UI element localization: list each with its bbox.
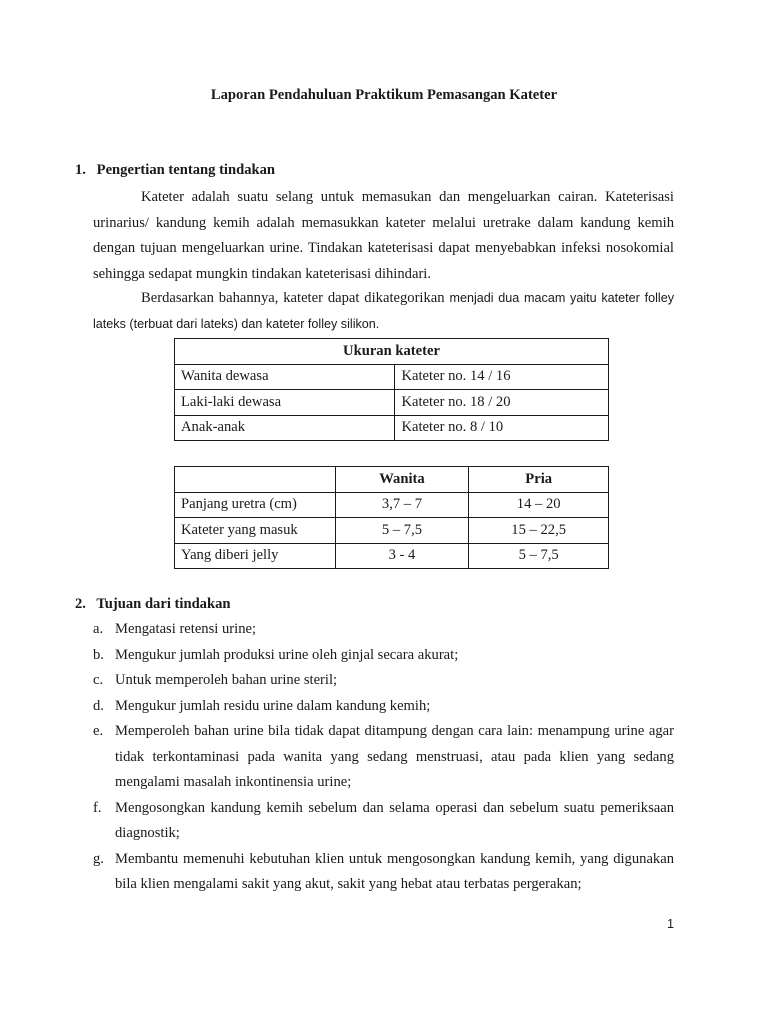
paragraph-2-text-sans: menjadi dua macam yaitu kateter folley lateks (terbuat dari lateks) dan kateter folley silikon.	[93, 291, 674, 331]
table-cell: Yang diberi jelly	[175, 543, 336, 569]
section-1-paragraph-1	[93, 185, 674, 287]
table-header: Pria	[469, 467, 609, 493]
table-cell: 3 - 4	[335, 543, 469, 569]
table-row	[175, 543, 609, 569]
page-number: 1	[667, 917, 675, 931]
section-2-number: 2.	[75, 596, 86, 612]
section-1-number: 1.	[75, 162, 86, 178]
table-cell: Kateter no. 14 / 16	[395, 364, 609, 390]
catheter-size-table	[174, 338, 609, 441]
table-cell: Anak-anak	[175, 415, 395, 441]
list-item-letter: f.	[93, 799, 102, 816]
list-item-letter: d.	[93, 697, 104, 714]
urethra-length-table	[174, 466, 609, 569]
list-item	[93, 796, 674, 847]
list-item-text: Membantu memenuhi kebutuhan klien untuk mengosongkan kandung kemih, yang digunakan bila klien mengalami sakit yang akut, sakit yang hebat atau terbatas pergerakan;	[115, 850, 674, 892]
list-item-text: Mengukur jumlah residu urine dalam kandung kemih;	[115, 697, 431, 714]
table-row	[175, 518, 609, 544]
table-header	[175, 467, 336, 493]
paragraph-2-text-serif: Berdasarkan bahannya, kateter dapat dikategorikan	[141, 290, 445, 306]
table-cell: Kateter no. 8 / 10	[395, 415, 609, 441]
list-item	[93, 617, 674, 643]
section-2-title: Tujuan dari tindakan	[96, 596, 231, 612]
table-header-row	[175, 339, 609, 365]
table-cell: 3,7 – 7	[335, 492, 469, 518]
section-1-title: Pengertian tentang tindakan	[96, 162, 276, 178]
list-item	[93, 719, 674, 796]
list-item-text: Untuk memperoleh bahan urine steril;	[115, 672, 338, 688]
table-cell: Panjang uretra (cm)	[175, 492, 336, 518]
objectives-list	[93, 617, 674, 898]
table-cell: 5 – 7,5	[335, 518, 469, 544]
table-cell: Wanita dewasa	[175, 364, 395, 390]
list-item	[93, 668, 674, 694]
list-item-letter: g.	[93, 850, 104, 867]
list-item-letter: e.	[93, 723, 104, 739]
section-2-heading	[75, 596, 231, 613]
section-1-paragraph-2	[93, 286, 674, 337]
list-item-text: Mengukur jumlah produksi urine oleh ginjal secara akurat;	[115, 646, 459, 663]
paragraph-1-text: Kateter adalah suatu selang untuk memasukan dan mengeluarkan cairan. Kateterisasi urinarius/ kandung kemih adalah memasukkan kateter melalui uretrake dalam kandung kemih dengan tujuan mengeluarkan urine. Tindakan kateterisasi dapat menyebabkan infeksi nosokomial sehingga sedapat mungkin tindakan kateterisasi dihindari.	[93, 189, 674, 282]
list-item-text: Memperoleh bahan urine bila tidak dapat ditampung dengan cara lain: menampung urine agar tidak terkontaminasi pada wanita yang sedang menstruasi, atau pada klien yang sedang mengalami masalah inkontinensia urine;	[115, 723, 674, 790]
list-item	[93, 643, 674, 669]
table-header: Ukuran kateter	[175, 339, 609, 365]
list-item-letter: a.	[93, 621, 104, 637]
table-cell: 15 – 22,5	[469, 518, 609, 544]
table-cell: Laki-laki dewasa	[175, 390, 395, 416]
list-item-text: Mengosongkan kandung kemih sebelum dan selama operasi dan sebelum suatu pemeriksaan diagnostik;	[115, 799, 674, 841]
table-cell: Kateter no. 18 / 20	[395, 390, 609, 416]
table-header-row	[175, 467, 609, 493]
table-header: Wanita	[335, 467, 469, 493]
table-cell: 5 – 7,5	[469, 543, 609, 569]
list-item	[93, 847, 674, 898]
list-item-letter: b.	[93, 646, 104, 663]
table-row	[175, 492, 609, 518]
table-row	[175, 364, 609, 390]
table-cell: 14 – 20	[469, 492, 609, 518]
table-row	[175, 415, 609, 441]
list-item	[93, 694, 674, 720]
list-item-text: Mengatasi retensi urine;	[115, 621, 257, 637]
table-cell: Kateter yang masuk	[175, 518, 336, 544]
list-item-letter: c.	[93, 672, 104, 688]
section-1-heading	[75, 162, 275, 179]
document-title: Laporan Pendahuluan Praktikum Pemasangan Kateter	[210, 87, 558, 103]
table-row	[175, 390, 609, 416]
